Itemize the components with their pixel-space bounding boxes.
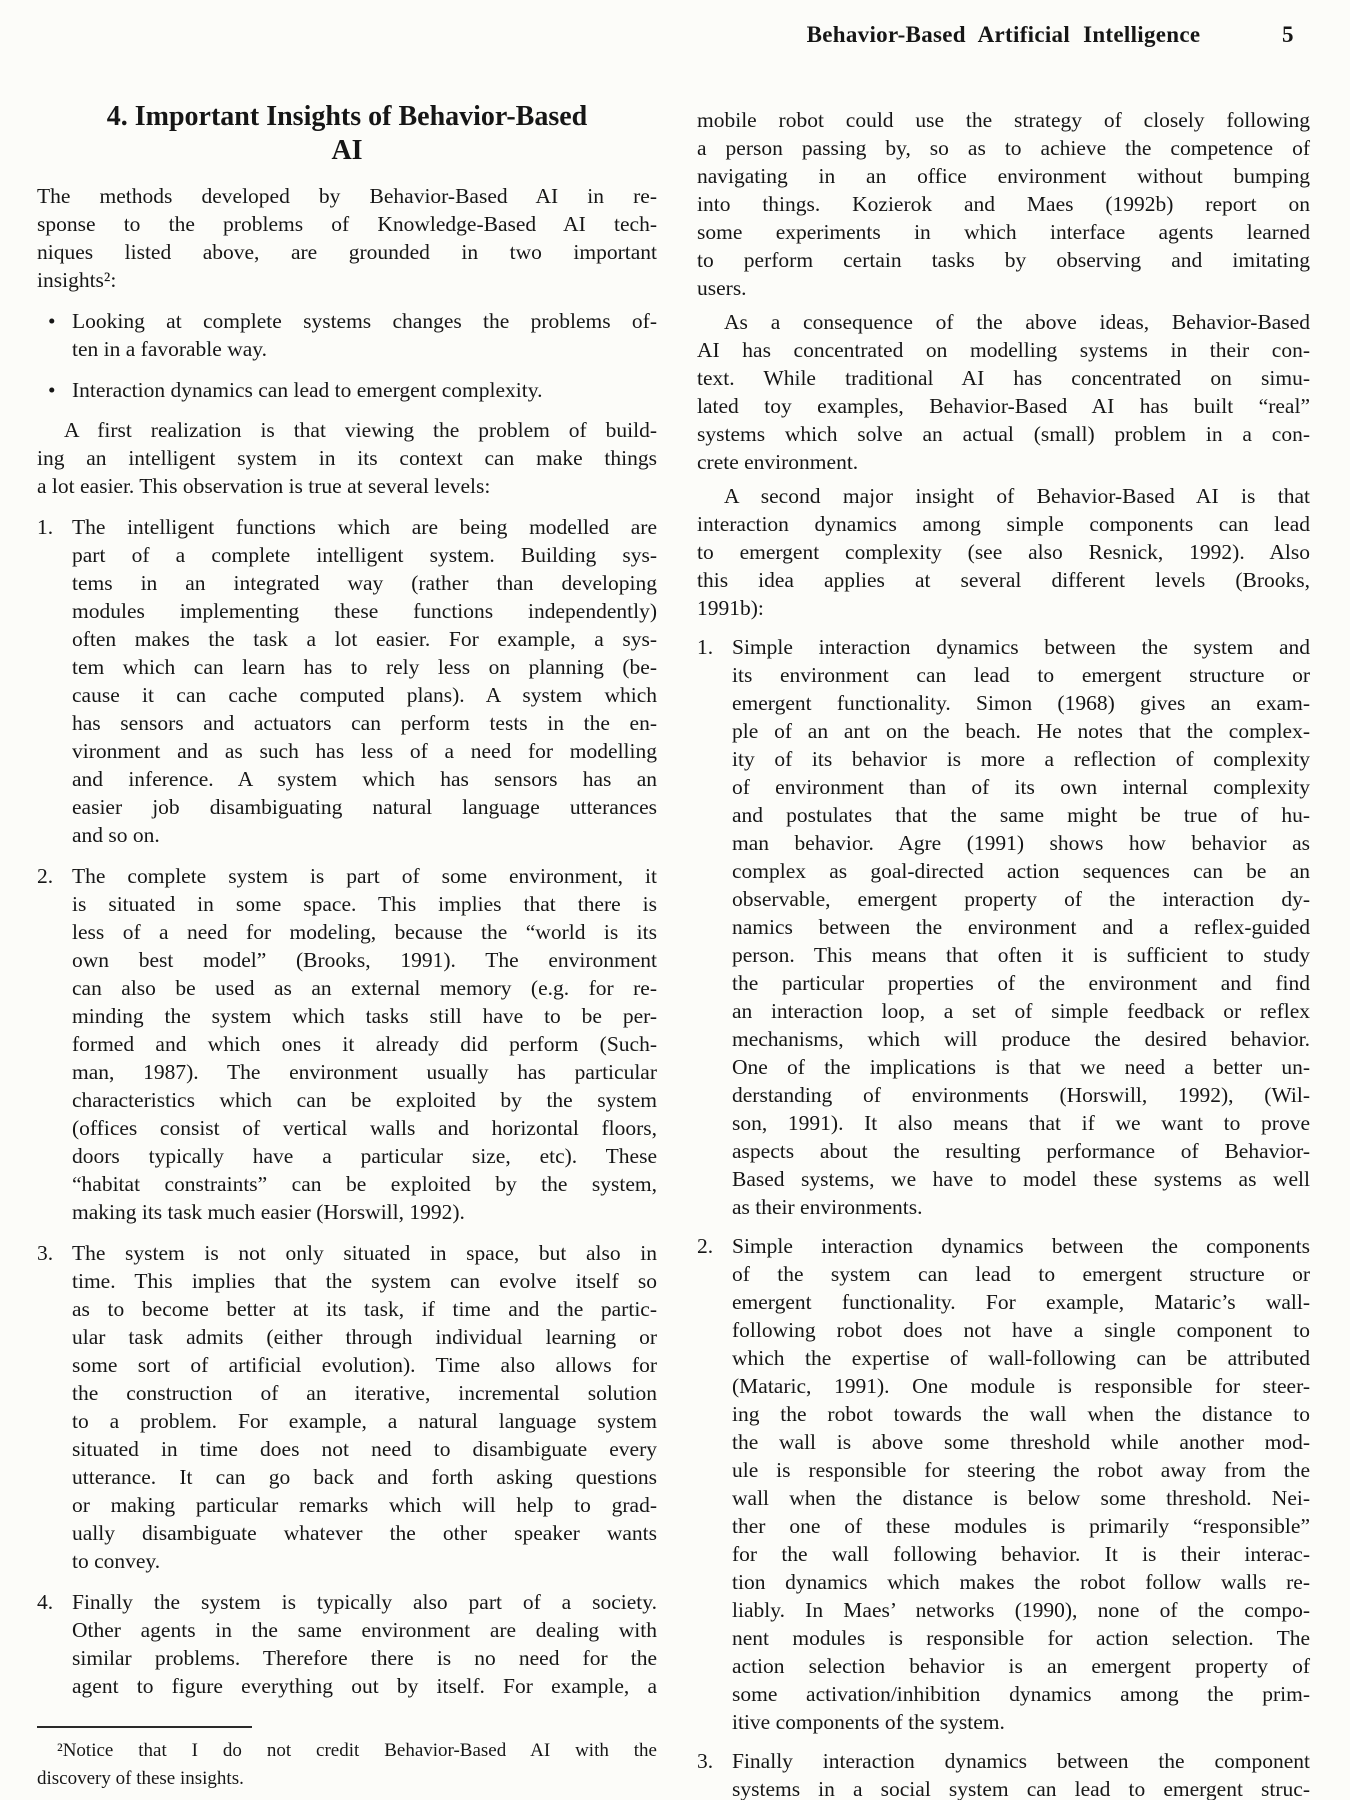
numbered-item (697, 1747, 1310, 1800)
text-line: to a problem. For example, a natural language system (72, 1409, 657, 1433)
item-number: 1. (37, 515, 54, 539)
text-line: derstanding of environments (Horswill, 1992), (Wil- (732, 1083, 1310, 1107)
text-line: “habitat constraints” can be exploited by the system, (72, 1172, 657, 1196)
text-line: ular task admits (either through individual learning or (72, 1325, 657, 1349)
text-line: its environment can lead to emergent structure or (732, 663, 1310, 687)
text-line: a person passing by, so as to achieve the competence of (697, 136, 1310, 160)
text-line: A first realization is that viewing the problem of build- (64, 418, 657, 442)
footnote-rule (37, 1726, 252, 1728)
text-line: some activation/inhibition dynamics among the prim- (732, 1682, 1310, 1706)
text-line: can also be used as an external memory (e.g. for re- (72, 976, 657, 1000)
text-line: time. This implies that the system can evolve itself so (72, 1269, 657, 1293)
right-column (697, 106, 1310, 1800)
text-line: crete environment. (697, 450, 859, 474)
footnote-text-line: discovery of these insights. (37, 1768, 244, 1789)
text-line: as to become better at its task, if time and the partic- (72, 1297, 657, 1321)
text-line: systems which solve an actual (small) problem in a con- (697, 422, 1310, 446)
text-line: complex as goal-directed action sequences can be an (732, 859, 1310, 883)
text-line: systems in a social system can lead to emergent struc- (732, 1777, 1310, 1800)
text-line: ten in a favorable way. (72, 337, 268, 361)
text-line: liably. In Maes’ networks (1990), none of the compo- (732, 1598, 1310, 1622)
text-line: to perform certain tasks by observing and imitating (697, 248, 1310, 272)
text-line: Simple interaction dynamics between the system and (732, 635, 1310, 659)
item-number: 3. (697, 1749, 714, 1773)
text-line: the particular properties of the environment and find (732, 971, 1310, 995)
item-number: 2. (37, 864, 54, 888)
text-line: Based systems, we have to model these systems as well (732, 1167, 1310, 1191)
text-line: tems in an integrated way (rather than developing (72, 571, 657, 595)
bullet-item (37, 376, 657, 404)
text-line: a lot easier. This observation is true at several levels: (37, 474, 491, 498)
text-line: Finally the system is typically also part of a society. (72, 1590, 657, 1614)
footnote (37, 1726, 657, 1793)
text-line: often makes the task a lot easier. For example, a sys- (72, 627, 657, 651)
numbered-item (37, 862, 657, 1226)
section-heading (37, 100, 657, 168)
text-line: The complete system is part of some environment, it (72, 864, 657, 888)
text-line: lated toy examples, Behavior-Based AI has built “real” (697, 394, 1310, 418)
text-line: man, 1987). The environment usually has particular (72, 1060, 657, 1084)
text-line: and so on. (72, 823, 160, 847)
text-line: 1991b): (697, 596, 764, 620)
paragraph (697, 106, 1310, 302)
text-line: easier job disambiguating natural language utterances (72, 795, 657, 819)
text-line: similar problems. Therefore there is no need for the (72, 1646, 657, 1670)
text-line: aspects about the resulting performance of Behavior- (732, 1139, 1310, 1163)
paragraph (37, 416, 657, 500)
text-line: ing the robot towards the wall when the distance to (732, 1402, 1310, 1426)
paragraph (37, 182, 657, 294)
text-line: this idea applies at several different levels (Brooks, (697, 568, 1310, 592)
text-line: an interaction loop, a set of simple feedback or reflex (732, 999, 1310, 1023)
text-line: AI has concentrated on modelling systems in their con- (697, 338, 1310, 362)
item-number: 4. (37, 1590, 54, 1614)
text-line: The methods developed by Behavior-Based AI in re- (37, 184, 657, 208)
text-line: vironment and as such has less of a need for modelling (72, 739, 657, 763)
text-line: niques listed above, are grounded in two important (37, 240, 657, 264)
text-line: mechanisms, which will produce the desired behavior. (732, 1027, 1310, 1051)
text-line: following robot does not have a single component to (732, 1318, 1310, 1342)
text-line: some sort of artificial evolution). Time also allows for (72, 1353, 657, 1377)
numbered-item (697, 1232, 1310, 1736)
text-line: formed and which ones it already did perform (Such- (72, 1032, 657, 1056)
text-line: emergent functionality. For example, Mataric’s wall- (732, 1290, 1310, 1314)
text-line: the construction of an iterative, incremental solution (72, 1381, 657, 1405)
text-line: mobile robot could use the strategy of closely following (697, 108, 1310, 132)
text-line: has sensors and actuators can perform tests in the en- (72, 711, 657, 735)
text-line: characteristics which can be exploited by the system (72, 1088, 657, 1112)
text-line: situated in time does not need to disambiguate every (72, 1437, 657, 1461)
text-line: ity of its behavior is more a reflection of complexity (732, 747, 1310, 771)
text-line: of environment than of its own internal complexity (732, 775, 1310, 799)
item-number: 2. (697, 1234, 714, 1258)
text-line: One of the implications is that we need a better un- (732, 1055, 1310, 1079)
text-line: man behavior. Agre (1991) shows how behavior as (732, 831, 1310, 855)
text-line: insights²: (37, 268, 117, 292)
text-line: of the system can lead to emergent structure or (732, 1262, 1310, 1286)
text-line: wall when the distance is below some threshold. Nei- (732, 1486, 1310, 1510)
text-line: ing an intelligent system in its context can make things (37, 446, 657, 470)
text-line: own best model” (Brooks, 1991). The environment (72, 948, 657, 972)
text-line: making its task much easier (Horswill, 1992). (72, 1200, 465, 1224)
text-line: into things. Kozierok and Maes (1992b) report on (697, 192, 1310, 216)
text-line: namics between the environment and a reflex-guided (732, 915, 1310, 939)
bullet-icon: • (48, 309, 56, 333)
bullet-icon: • (48, 378, 56, 402)
text-line: emergent functionality. Simon (1968) gives an exam- (732, 691, 1310, 715)
text-line: navigating in an office environment without bumping (697, 164, 1310, 188)
numbered-item (37, 1239, 657, 1575)
text-line: and inference. A system which has sensors has an (72, 767, 657, 791)
text-line: agent to figure everything out by itself. For example, a (72, 1674, 657, 1698)
text-line: interaction dynamics among simple components can lead (697, 512, 1310, 536)
text-line: person. This means that often it is sufficient to study (732, 943, 1310, 967)
numbered-item (37, 513, 657, 849)
text-line: Interaction dynamics can lead to emergent complexity. (72, 378, 543, 402)
page-number: 5 (1282, 22, 1294, 47)
text-line: some experiments in which interface agents learned (697, 220, 1310, 244)
text-line: users. (697, 276, 747, 300)
numbered-item (37, 1588, 657, 1700)
text-line: (Mataric, 1991). One module is responsible for steer- (732, 1374, 1310, 1398)
running-head-title: Behavior-Based Artificial Intelligence (806, 22, 1201, 47)
paragraph (697, 308, 1310, 476)
text-line: or making particular remarks which will help to grad- (72, 1493, 657, 1517)
text-line: tion dynamics which makes the robot follow walls re- (732, 1570, 1310, 1594)
text-line: to emergent complexity (see also Resnick, 1992). Also (697, 540, 1310, 564)
text-line: Other agents in the same environment are dealing with (72, 1618, 657, 1642)
left-column (37, 100, 657, 1700)
text-line: minding the system which tasks still have to be per- (72, 1004, 657, 1028)
text-line: Simple interaction dynamics between the components (732, 1234, 1310, 1258)
text-line: sponse to the problems of Knowledge-Based AI tech- (37, 212, 657, 236)
text-line: modules implementing these functions independently) (72, 599, 657, 623)
left-column-blocks (37, 182, 657, 1700)
section-heading-line: 4. Important Insights of Behavior-Based (106, 101, 588, 132)
paragraph (697, 482, 1310, 622)
text-line: as their environments. (732, 1195, 923, 1219)
text-line: to convey. (72, 1549, 161, 1573)
text-line: ule is responsible for steering the robot away from the (732, 1458, 1310, 1482)
text-line: text. While traditional AI has concentrated on simu- (697, 366, 1310, 390)
text-line: ple of an ant on the beach. He notes that the complex- (732, 719, 1310, 743)
text-line: doors typically have a particular size, etc). These (72, 1144, 657, 1168)
text-line: The intelligent functions which are being modelled are (72, 515, 657, 539)
text-line: As a consequence of the above ideas, Behavior-Based (724, 310, 1310, 334)
text-line: Finally interaction dynamics between the component (732, 1749, 1310, 1773)
text-line: utterance. It can go back and forth asking questions (72, 1465, 657, 1489)
item-number: 1. (697, 635, 714, 659)
numbered-item (697, 633, 1310, 1221)
text-line: the wall is above some threshold while another mod- (732, 1430, 1310, 1454)
right-column-blocks (697, 106, 1310, 1800)
bullet-item (37, 307, 657, 363)
text-line: Looking at complete systems changes the problems of- (72, 309, 657, 333)
footnote-text-line: ²Notice that I do not credit Behavior-Based AI with the (57, 1740, 657, 1761)
text-line: observable, emergent property of the interaction dy- (732, 887, 1310, 911)
text-line: (offices consist of vertical walls and horizontal floors, (72, 1116, 657, 1140)
text-line: is situated in some space. This implies that there is (72, 892, 657, 916)
text-line: ther one of these modules is primarily “responsible” (732, 1514, 1310, 1538)
text-line: The system is not only situated in space, but also in (72, 1241, 657, 1265)
text-line: A second major insight of Behavior-Based AI is that (724, 484, 1310, 508)
section-heading-line: AI (331, 135, 363, 166)
text-line: which the expertise of wall-following can be attributed (732, 1346, 1310, 1370)
text-line: tem which can learn has to rely less on planning (be- (72, 655, 657, 679)
text-line: for the wall following behavior. It is their interac- (732, 1542, 1310, 1566)
text-line: action selection behavior is an emergent property of (732, 1654, 1310, 1678)
text-line: son, 1991). It also means that if we want to prove (732, 1111, 1310, 1135)
text-line: part of a complete intelligent system. Building sys- (72, 543, 657, 567)
text-line: less of a need for modeling, because the “world is its (72, 920, 657, 944)
text-line: cause it can cache computed plans). A system which (72, 683, 657, 707)
item-number: 3. (37, 1241, 54, 1265)
text-line: ually disambiguate whatever the other speaker wants (72, 1521, 657, 1545)
text-line: and postulates that the same might be true of hu- (732, 803, 1310, 827)
text-line: nent modules is responsible for action selection. The (732, 1626, 1310, 1650)
text-line: itive components of the system. (732, 1710, 1005, 1734)
